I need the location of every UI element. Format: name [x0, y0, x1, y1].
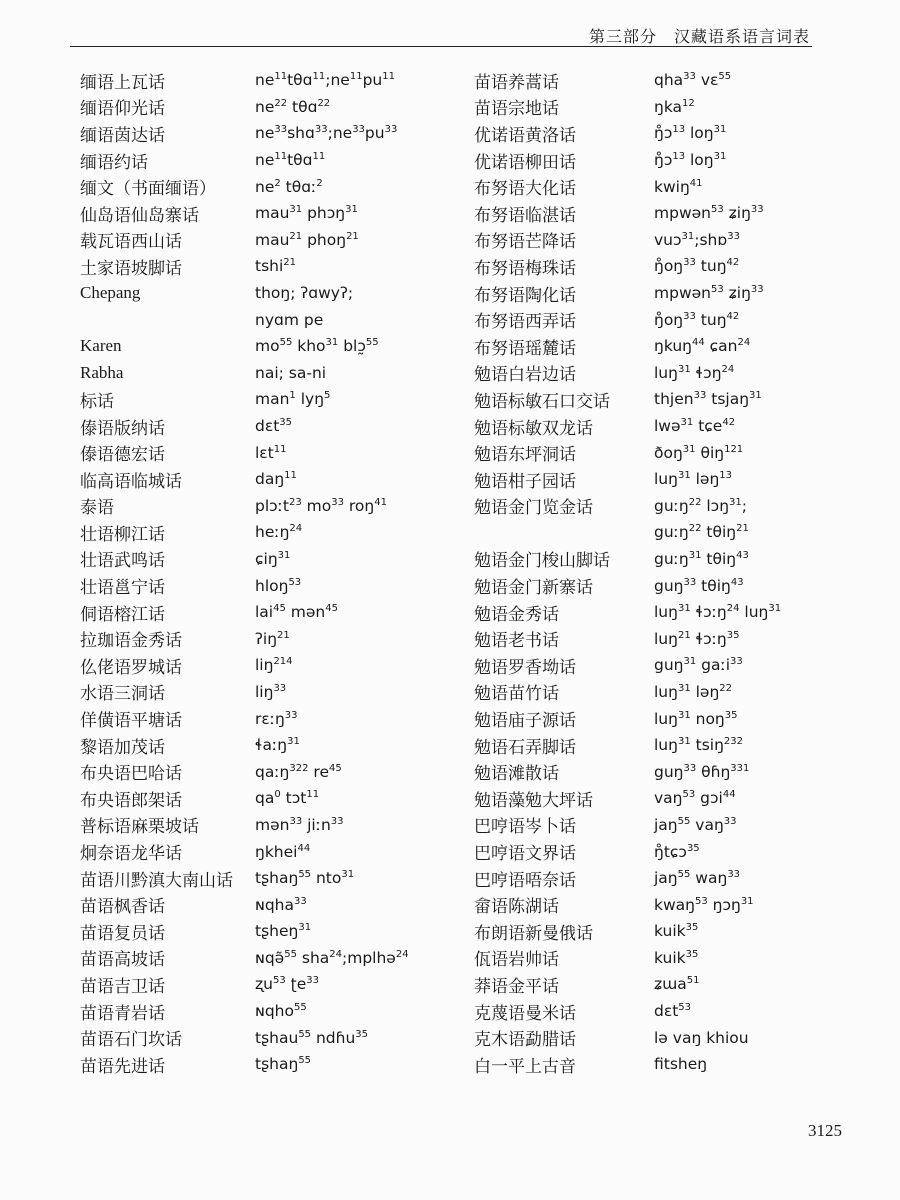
- word-row: [474, 413, 874, 440]
- word-row: [80, 599, 480, 626]
- word-row: [474, 865, 874, 892]
- language-name: Chepang: [80, 283, 141, 303]
- word-form: $ne^{33}shɑ^{33};ne^{33}pu^{33}$: [255, 124, 398, 143]
- word-form: mau$^{21}$ phoŋ$^{21}$: [255, 230, 359, 249]
- word-row: [474, 306, 874, 333]
- word-form: $mo^{55}$ kho$^{31}$ blɔ̰$^{55}$: [255, 337, 379, 356]
- language-name: 壮语邕宁话: [80, 578, 165, 599]
- word-row: [474, 253, 874, 280]
- language-name: 缅语茵达话: [80, 125, 165, 146]
- word-row: [474, 120, 874, 147]
- word-form: qha$^{33}$ vɛ$^{55}$: [654, 71, 732, 90]
- word-row: [80, 94, 480, 121]
- word-row: [474, 625, 874, 652]
- word-row: [80, 812, 480, 839]
- language-name: 布努语大化话: [474, 179, 576, 200]
- word-row: [474, 519, 874, 546]
- word-row: [474, 200, 874, 227]
- word-form: daŋ$^{11}$: [255, 470, 297, 489]
- word-row: [474, 918, 874, 945]
- language-name: Rabha: [80, 362, 124, 382]
- word-row: [474, 679, 874, 706]
- word-row: [474, 360, 874, 387]
- word-row: [80, 865, 480, 892]
- left-column: [80, 67, 480, 1078]
- word-form: qaːŋ$^{322}$ $re^{45}$: [255, 762, 342, 781]
- word-row: [80, 705, 480, 732]
- language-name: 缅文（书面缅语）: [80, 179, 216, 200]
- language-name: 临高语临城话: [80, 471, 182, 492]
- word-row: [80, 572, 480, 599]
- language-name: 巴哼语岑卜话: [474, 817, 576, 838]
- language-name: 布央语巴哈话: [80, 764, 182, 785]
- word-form: guŋ$^{33}$ θɦŋ$^{331}$: [654, 762, 750, 781]
- word-form: man$^1$ lyŋ$^5$: [255, 390, 331, 409]
- language-name: 壮语武鸣话: [80, 551, 165, 572]
- word-form: dɛt$^{35}$: [255, 417, 293, 436]
- word-row: [80, 891, 480, 918]
- word-row: [80, 439, 480, 466]
- language-name: 苗语石门坎话: [80, 1030, 182, 1051]
- language-name: 克木语勐腊话: [474, 1030, 576, 1051]
- word-form: guːŋ$^{22}$ lɔŋ$^{31}$;: [654, 496, 747, 515]
- word-row: [80, 1051, 480, 1078]
- word-row: [474, 998, 874, 1025]
- word-form: tʂheŋ$^{31}$: [255, 922, 312, 941]
- language-name: 侗语榕江话: [80, 604, 165, 625]
- word-form: ʔiŋ$^{21}$: [255, 629, 290, 648]
- word-row: [80, 758, 480, 785]
- word-form: luŋ$^{31}$ noŋ$^{35}$: [654, 709, 738, 728]
- language-name: Karen: [80, 336, 122, 356]
- word-form: lɛt$^{11}$: [255, 443, 287, 462]
- word-form: $ŋ̊oŋ^{33}$ tuŋ$^{42}$: [654, 257, 740, 276]
- word-form: ɴqə̃$^{55}$ sha$^{24}$;mplhə$^{24}$: [255, 948, 409, 967]
- word-form: kwiŋ$^{41}$: [654, 177, 703, 196]
- word-row: [80, 493, 480, 520]
- language-name: 勉语东坪洞话: [474, 445, 576, 466]
- word-row: [80, 306, 480, 333]
- word-form: kwaŋ$^{53}$ ŋɔŋ$^{31}$: [654, 895, 754, 914]
- word-row: [474, 705, 874, 732]
- language-name: 莽语金平话: [474, 976, 559, 997]
- word-form: ŋ̊ɔ$^{13}$ loŋ$^{31}$: [654, 151, 727, 170]
- language-name: 苗语宗地话: [474, 99, 559, 120]
- language-name: 普标语麻栗坡话: [80, 817, 199, 838]
- word-form: guŋ$^{33}$ tθiŋ$^{43}$: [654, 576, 744, 595]
- word-row: [80, 333, 480, 360]
- word-row: [474, 732, 874, 759]
- word-form: guŋ$^{31}$ gaːi$^{33}$: [654, 656, 743, 675]
- word-form: ɴqho$^{55}$: [255, 1002, 307, 1021]
- language-name: 勉语石弄脚话: [474, 737, 576, 758]
- word-row: [80, 546, 480, 573]
- language-name: 佯僙语平塘话: [80, 711, 182, 732]
- word-row: [80, 918, 480, 945]
- language-name: 布努语临湛话: [474, 205, 576, 226]
- language-name: 勉语白岩边话: [474, 365, 576, 386]
- language-name: 勉语滩散话: [474, 764, 559, 785]
- word-row: [80, 280, 480, 307]
- word-form: nyɑm pe: [255, 310, 324, 329]
- language-name: 白一平上古音: [474, 1056, 576, 1077]
- word-form: rɛːŋ$^{33}$: [255, 709, 298, 728]
- word-row: [80, 785, 480, 812]
- word-row: [80, 413, 480, 440]
- language-name: 巴哼语唔奈话: [474, 870, 576, 891]
- language-name: 黎语加茂话: [80, 737, 165, 758]
- language-name: 缅语仰光话: [80, 99, 165, 120]
- page-header: [0, 0, 900, 50]
- language-name: 土家语坡脚话: [80, 258, 182, 279]
- language-name: 勉语标敏石口交话: [474, 391, 610, 412]
- word-form: thoŋ; ʔɑwyʔ;: [255, 284, 354, 303]
- word-form: mau$^{31}$ phɔŋ$^{31}$: [255, 204, 358, 223]
- word-row: [474, 945, 874, 972]
- word-row: [80, 945, 480, 972]
- word-row: [80, 679, 480, 706]
- word-row: [80, 200, 480, 227]
- right-column: [474, 67, 874, 1078]
- language-name: 勉语藻勉大坪话: [474, 790, 593, 811]
- word-row: [80, 227, 480, 254]
- language-name: 仙岛语仙岛寨话: [80, 205, 199, 226]
- word-form: jaŋ$^{55}$ waŋ$^{33}$: [654, 869, 741, 888]
- word-form: ʑɯa$^{51}$: [654, 975, 700, 994]
- word-form: hloŋ$^{53}$: [255, 576, 302, 595]
- word-row: [80, 466, 480, 493]
- word-row: [474, 812, 874, 839]
- word-form: ɴqha$^{33}$: [255, 895, 307, 914]
- word-form: mpwən$^{53}$ ʑiŋ$^{33}$: [654, 204, 764, 223]
- word-form: dɛt$^{53}$: [654, 1002, 692, 1021]
- word-row: [474, 493, 874, 520]
- language-name: 布朗语新曼俄话: [474, 923, 593, 944]
- language-name: 苗语复员话: [80, 923, 165, 944]
- language-name: 布努语瑶麓话: [474, 338, 576, 359]
- language-name: 巴哼语文界话: [474, 844, 576, 865]
- language-name: 仫佬语罗城话: [80, 657, 182, 678]
- word-row: [474, 546, 874, 573]
- language-name: 勉语金秀话: [474, 604, 559, 625]
- word-row: [80, 147, 480, 174]
- language-name: 布努语陶化话: [474, 285, 576, 306]
- word-row: [474, 891, 874, 918]
- word-row: [80, 360, 480, 387]
- page-number: 3125: [808, 1121, 842, 1140]
- word-row: [474, 785, 874, 812]
- language-name: 布努语芒降话: [474, 232, 576, 253]
- word-row: [80, 652, 480, 679]
- language-name: 勉语庙子源话: [474, 711, 576, 732]
- word-form: ðoŋ$^{31}$ θiŋ$^{121}$: [654, 443, 744, 462]
- word-form: $ne^{22}$ tθɑ$^{22}$: [255, 97, 331, 116]
- word-row: [80, 173, 480, 200]
- word-row: [474, 147, 874, 174]
- word-row: [80, 67, 480, 94]
- word-form: liŋ$^{33}$: [255, 682, 287, 701]
- language-name: 载瓦语西山话: [80, 232, 182, 253]
- word-form: $ŋ̊oŋ^{33}$ tuŋ$^{42}$: [654, 310, 740, 329]
- word-form: luŋ$^{31}$ ɬɔŋ$^{24}$: [654, 363, 735, 382]
- language-name: 勉语金门梭山脚话: [474, 551, 610, 572]
- word-row: [474, 227, 874, 254]
- word-form: kuik$^{35}$: [654, 948, 699, 967]
- language-name: 标话: [80, 391, 114, 412]
- word-form: luŋ$^{31}$ ləŋ$^{13}$: [654, 470, 733, 489]
- word-form: guːŋ$^{31}$ tθiŋ$^{43}$: [654, 549, 749, 568]
- word-form: tʂhaŋ$^{55}$ nto$^{31}$: [255, 869, 355, 888]
- language-name: 苗语先进话: [80, 1056, 165, 1077]
- word-form: ŋ̊tɕɔ$^{35}$: [654, 842, 700, 861]
- language-name: 优诺语黄洛话: [474, 125, 576, 146]
- language-name: 布努语西弄话: [474, 312, 576, 333]
- language-name: 水语三洞话: [80, 684, 165, 705]
- word-form: luŋ$^{31}$ tsiŋ$^{232}$: [654, 736, 744, 755]
- word-row: [474, 67, 874, 94]
- language-name: 苗语养蒿话: [474, 72, 559, 93]
- word-form: vaŋ$^{53}$ gɔi$^{44}$: [654, 789, 736, 808]
- language-name: 苗语高坡话: [80, 950, 165, 971]
- word-row: [474, 94, 874, 121]
- word-form: liŋ$^{214}$: [255, 656, 293, 675]
- word-form: ŋka$^{12}$: [654, 97, 695, 116]
- language-name: 炯奈语龙华话: [80, 844, 182, 865]
- word-form: plɔːt$^{23}$ $mo^{33}$ roŋ$^{41}$: [255, 496, 387, 515]
- word-row: [474, 838, 874, 865]
- language-name: 苗语青岩话: [80, 1003, 165, 1024]
- word-form: luŋ$^{31}$ ləŋ$^{22}$: [654, 682, 733, 701]
- word-row: [80, 120, 480, 147]
- word-row: [80, 625, 480, 652]
- language-name: 苗语枫香话: [80, 897, 165, 918]
- word-form: lai$^{45}$ mən$^{45}$: [255, 603, 338, 622]
- language-name: 勉语罗香坳话: [474, 657, 576, 678]
- language-name: 勉语金门览金话: [474, 498, 593, 519]
- word-form: ŋkuŋ$^{44}$ ɕan$^{24}$: [654, 337, 751, 356]
- language-name: 克蔑语曼米话: [474, 1003, 576, 1024]
- word-form: lwə$^{31}$ tɕe$^{42}$: [654, 417, 736, 436]
- word-form: jaŋ$^{55}$ vaŋ$^{33}$: [654, 815, 737, 834]
- word-form: luŋ$^{31}$ ɬɔːŋ$^{24}$ luŋ$^{31}$: [654, 603, 782, 622]
- word-row: [80, 998, 480, 1025]
- word-form: heːŋ$^{24}$: [255, 523, 303, 542]
- word-row: [80, 519, 480, 546]
- word-row: [80, 253, 480, 280]
- word-form: vuɔ$^{31}$;shɒ$^{33}$: [654, 230, 740, 249]
- language-name: 苗语川黔滇大南山话: [80, 870, 233, 891]
- word-form: kuik$^{35}$: [654, 922, 699, 941]
- word-row: [80, 838, 480, 865]
- language-name: 缅语约话: [80, 152, 148, 173]
- language-name: 勉语金门新寨话: [474, 578, 593, 599]
- word-row: [474, 173, 874, 200]
- word-form: ŋkhei$^{44}$: [255, 842, 311, 861]
- word-form: mən$^{33}$ jiːn$^{33}$: [255, 815, 344, 834]
- word-row: [474, 1051, 874, 1078]
- language-name: 佤语岩帅话: [474, 950, 559, 971]
- word-form: tshi$^{21}$: [255, 257, 297, 276]
- word-form: $ne^2$ tθɑː$^2$: [255, 177, 323, 196]
- header-title: 第三部分 汉藏语系语言词表: [588, 27, 810, 46]
- language-name: 布努语梅珠话: [474, 258, 576, 279]
- language-name: 苗语吉卫话: [80, 976, 165, 997]
- word-form: $ne^{11}t\theta ɑ^{11};ne^{11}pu^{11}$: [255, 71, 395, 90]
- language-name: 拉珈语金秀话: [80, 631, 182, 652]
- language-name: 壮语柳江话: [80, 524, 165, 545]
- word-row: [474, 386, 874, 413]
- word-row: [80, 386, 480, 413]
- word-row: [474, 280, 874, 307]
- word-row: [474, 439, 874, 466]
- language-name: 勉语苗竹话: [474, 684, 559, 705]
- word-form: thjen$^{33}$ tsjaŋ$^{31}$: [654, 390, 762, 409]
- word-form: lə vaŋ khiou: [654, 1028, 749, 1047]
- word-row: [474, 971, 874, 998]
- word-form: luŋ$^{21}$ ɬɔːŋ$^{35}$: [654, 629, 740, 648]
- language-name: 傣语版纳话: [80, 418, 165, 439]
- word-form: ʐu$^{53}$ ʈe$^{33}$: [255, 975, 319, 994]
- word-form: ɕiŋ$^{31}$: [255, 549, 291, 568]
- word-form: $ne^{11}t\theta ɑ^{11}$: [255, 151, 326, 170]
- word-row: [80, 971, 480, 998]
- word-form: nai; sa-ni: [255, 363, 327, 382]
- language-name: 布央语郎架话: [80, 790, 182, 811]
- word-row: [474, 333, 874, 360]
- word-form: ŋ̊ɔ$^{13}$ loŋ$^{31}$: [654, 124, 727, 143]
- header-rule: [70, 46, 812, 47]
- word-row: [474, 1024, 874, 1051]
- language-name: 畲语陈湖话: [474, 897, 559, 918]
- language-name: 勉语老书话: [474, 631, 559, 652]
- word-row: [80, 732, 480, 759]
- word-form: guːŋ$^{22}$ tθiŋ$^{21}$: [654, 523, 749, 542]
- language-name: 优诺语柳田话: [474, 152, 576, 173]
- word-row: [474, 758, 874, 785]
- word-form: tʂhau$^{55}$ ndɦu$^{35}$: [255, 1028, 369, 1047]
- word-row: [474, 466, 874, 493]
- language-name: 傣语德宏话: [80, 445, 165, 466]
- word-row: [474, 599, 874, 626]
- word-row: [474, 652, 874, 679]
- language-name: 勉语标敏双龙话: [474, 418, 593, 439]
- language-name: 勉语柑子园话: [474, 471, 576, 492]
- language-name: 泰语: [80, 498, 114, 519]
- word-form: mpwən$^{53}$ ʑiŋ$^{33}$: [654, 284, 764, 303]
- word-row: [474, 572, 874, 599]
- word-form: tʂhaŋ$^{55}$: [255, 1055, 312, 1074]
- language-name: 缅语上瓦话: [80, 72, 165, 93]
- word-row: [80, 1024, 480, 1051]
- word-form: fitsheŋ: [654, 1055, 708, 1074]
- word-form: ɬaːŋ$^{31}$: [255, 736, 300, 755]
- word-form: $qa^0$ tɔt$^{11}$: [255, 789, 320, 808]
